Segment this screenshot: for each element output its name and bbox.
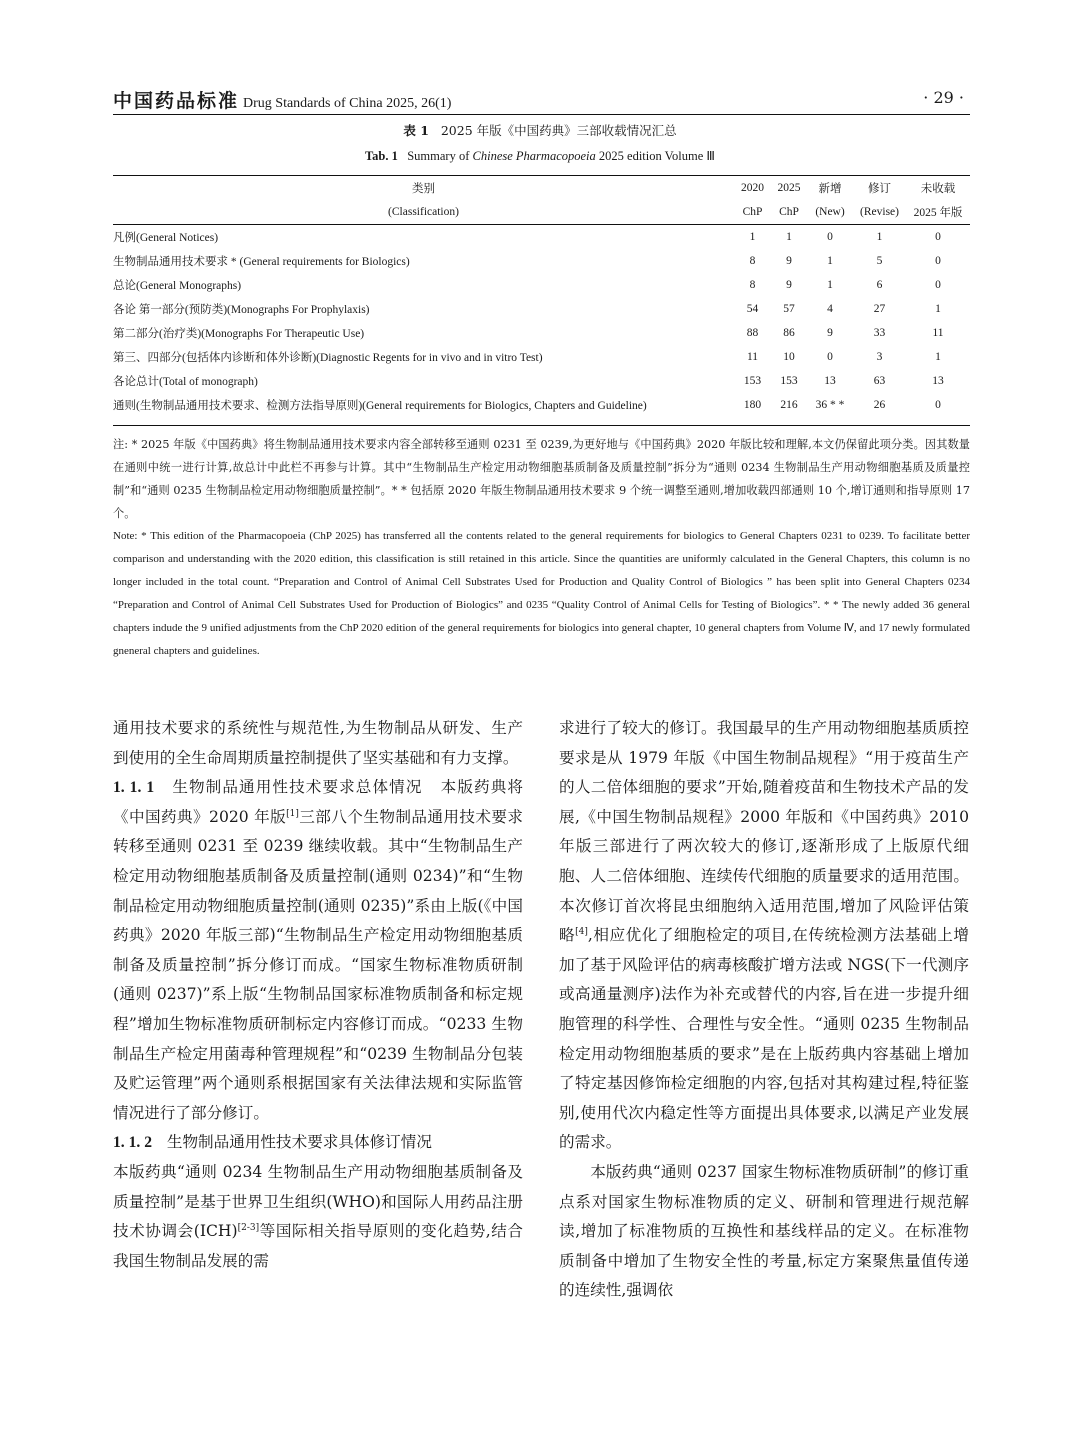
paragraph: 本版药典“通则 0234 生物制品生产用动物细胞基质制备及质量控制”是基于世界卫生组织(WHO)和国际人用药品注册技术协调会(ICH)[2-3]等国际相关指导原则的变化趋势,结合我国生物制品发展的需 (113, 1162, 523, 1270)
cell: 8 (749, 279, 756, 291)
cell-classification: 通则(生物制品通用技术要求、检测方法指导原则)(General requirements for Biologics, Chapters and Guideline) (113, 400, 647, 412)
cell: 0 (935, 399, 941, 411)
cell: 88 (746, 327, 759, 339)
cell: 11 (932, 327, 944, 339)
cell: 0 (827, 231, 833, 243)
col-header: 2020 (741, 182, 764, 194)
cell-classification: 凡例(General Notices) (113, 232, 219, 244)
cell: 153 (780, 375, 798, 387)
cell: 0 (935, 231, 941, 243)
cell: 6 (876, 279, 883, 291)
col-header: 新增 (818, 183, 842, 195)
page-number: · 29 · (923, 88, 964, 107)
table-row (113, 249, 970, 273)
table-row (113, 297, 970, 321)
table-caption-en: Tab. 1 Summary of Chinese Pharmacopoeia 2025 edition Volume Ⅲ (364, 149, 716, 163)
cell: 57 (783, 303, 795, 315)
header-rule (113, 114, 970, 115)
citation: [1] (286, 808, 299, 819)
cell-classification: 各论总计(Total of monograph) (113, 376, 258, 388)
section-title: 生物制品通用性技术要求具体修订情况 (166, 1133, 432, 1152)
table-header-row (113, 176, 970, 200)
col-header: 2025 (777, 182, 801, 194)
cell: 9 (786, 279, 792, 291)
cell-classification: 第三、四部分(包括体内诊断和体外诊断)(Diagnostic Regents for in vivo and in vitro Test) (113, 352, 543, 364)
cell: 8 (749, 255, 756, 267)
cell: 1 (827, 279, 833, 291)
table-row (113, 225, 970, 250)
cell: 1 (935, 303, 941, 315)
table-note-en: Note: * This edition of the Pharmacopoeia (ChP 2025) has transferred all the contents related to the general requirements for biologics to General Chapters 0231 to 0239. To facilitate better comparison and understanding with the 2020 edition, this classification is still retained in this article. Since the quantities are uniformly calculated in the General Chapters, this column is no longer included in the total count. “Preparation and Control of Animal Cell Substrates Used for Production and Quality Control of Biologics ” has been split into General Chapters 0234 “Preparation and Control of Animal Cell Substrates Used for Production of Biologics” and 0235 “Quality Control of Animal Cells for Testing of Biologics”. * * The newly added 36 general chapters indude the 9 unified adjustments from the ChP 2020 edition of the general requirements for biologics into general chapter, 10 general chapters from Volume Ⅳ, and 17 newly formulated gneneral chapters and guidelines. (113, 530, 970, 657)
cell: 5 (876, 255, 883, 267)
cell-classification: 各论 第一部分(预防类)(Monographs For Prophylaxis) (113, 304, 370, 316)
col-header: 类别 (412, 183, 435, 195)
table-header-row (113, 200, 970, 225)
table-bottom-rule (113, 425, 970, 426)
cell: 27 (873, 303, 886, 315)
paragraph: 1. 1. 1 生物制品通用性技术要求总体情况 本版药典将《中国药典》2020 年版[1]三部八个生物制品通用技术要求转移至通则 0231 至 0239 继续收载。其中“生物制品生产检定用动物细胞基质制备及质量控制(通则 0234)”和“生物制品检定用动物细胞质量控制(通则 0235)”系由上版(《中国药典》2020 年版三部)“生物制品生产检定用动物细胞基质制备及质量控制”拆分修订而成。“国家生物标准物质研制(通则 0237)”系上版“生物制品国家标准物质制备和标定规程”增加生物标准物质研制标定内容修订而成。“0233 生物制品生产检定用菌毒种管理规程”和“0239 生物制品分包装及贮运管理”两个通则系根据国家有关法律法规和实际监管情况进行了部分修订。 (113, 778, 523, 1122)
cell: 33 (873, 327, 886, 339)
paragraph: 本版药典“通则 0237 国家生物标准物质研制”的修订重点系对国家生物标准物质的定义、研制和管理进行规范解读,增加了标准物质的互换性和基线样品的定义。在标准物质制备中增加了生物安全性的考量,标定方案聚焦量值传递的连续性,强调依 (559, 1162, 969, 1300)
section-number: 1. 1. 1 (113, 779, 155, 797)
cell: 153 (743, 375, 762, 387)
running-header (113, 86, 970, 116)
col-header: ChP (779, 206, 799, 218)
body-column-right (559, 714, 969, 1306)
section-number: 1. 1. 2 (113, 1134, 152, 1152)
journal-title: 中国药品标准 Drug Standards of China 2025, 26(1) (113, 90, 452, 112)
paragraph: 通用技术要求的系统性与规范性,为生物制品从研发、生产到使用的全生命周期质量控制提供了坚实基础和有力支撑。 (113, 719, 523, 767)
cell-classification: 生物制品通用技术要求 * (General requirements for Biologics) (113, 256, 410, 268)
cell: 26 (873, 399, 886, 411)
cell: 13 (932, 375, 944, 387)
cell: 4 (827, 303, 833, 315)
cell: 1 (827, 255, 833, 267)
col-header: 2025 年版 (913, 207, 963, 219)
cell: 1 (935, 351, 941, 363)
summary-table (113, 176, 970, 417)
cell: 1 (749, 231, 756, 243)
table-row (113, 345, 970, 369)
cell: 3 (876, 351, 883, 363)
cell: 13 (824, 375, 836, 387)
table-caption-zh: 表 1 2025 年版《中国药典》三部收载情况汇总 (403, 123, 677, 138)
citation: [4] (575, 926, 588, 937)
body-column-left (113, 714, 523, 1276)
section-title: 生物制品通用性技术要求总体情况 (172, 778, 423, 797)
cell: 216 (780, 399, 798, 411)
cell: 11 (746, 351, 759, 363)
table-note-zh: 注: * 2025 年版《中国药典》将生物制品通用技术要求内容全部转移至通则 0231 至 0239,为更好地与《中国药典》2020 年版比较和理解,本文仍保留此项分类。因其数量在通则中统一进行计算,故总计中此栏不再参与计算。其中“生物制品生产检定用动物细胞基质制备及质量控制”拆分为“通则 0234 生物制品生产用动物细胞基质及质量控制”和“通则 0235 生物制品检定用动物细胞质量控制”。* * 包括原 2020 年版生物制品通用技术要求 9 个统一调整至通则,增加收载四部通则 10 个,增订通则和指导原则 17 个。 (113, 438, 970, 520)
cell: 0 (935, 279, 941, 291)
col-header: (Classification) (388, 206, 459, 218)
cell: 9 (786, 255, 792, 267)
cell: 1 (786, 231, 792, 243)
col-header: (New) (815, 206, 845, 218)
citation: [2-3] (237, 1222, 260, 1233)
col-header: 未收载 (920, 183, 956, 195)
cell: 36 * * (815, 399, 845, 411)
col-header: 修订 (868, 183, 891, 195)
cell: 54 (746, 303, 759, 315)
cell-classification: 第二部分(治疗类)(Monographs For Therapeutic Use) (113, 328, 365, 340)
cell: 0 (935, 255, 941, 267)
col-header: ChP (742, 206, 763, 218)
cell: 1 (876, 231, 883, 243)
table-row (113, 369, 970, 393)
table-row (113, 273, 970, 297)
cell: 9 (827, 327, 833, 339)
table-row (113, 393, 970, 417)
paragraph: 求进行了较大的修订。我国最早的生产用动物细胞基质质控要求是从 1979 年版《中国生物制品规程》“用于疫苗生产的人二倍体细胞的要求”开始,随着疫苗和生物技术产品的发展,《中国生物制品规程》2000 年版和《中国药典》2010 年版三部进行了两次较大的修订,逐渐形成了上版原代细胞、人二倍体细胞、连续传代细胞的质量要求的适用范围。本次修订首次将昆虫细胞纳入适用范围,增加了风险评估策略[4],相应优化了细胞检定的项目,在传统检测方法基础上增加了基于风险评估的病毒核酸扩增方法或 NGS(下一代测序或高通量测序)法作为补充或替代的内容,旨在进一步提升细胞管理的科学性、合理性与安全性。“通则 0235 生物制品检定用动物细胞基质的要求”是在上版药典内容基础上增加了特定基因修饰检定细胞的内容,包括对其构建过程,特征鉴别,使用代次内稳定性等方面提出具体要求,以满足产业发展的需求。 (559, 719, 969, 1152)
cell: 86 (783, 327, 795, 339)
col-header: (Revise) (860, 206, 899, 218)
cell-classification: 总论(General Monographs) (113, 280, 242, 292)
cell: 180 (743, 399, 762, 411)
table-row (113, 321, 970, 345)
cell: 0 (827, 351, 833, 363)
paragraph (113, 1128, 523, 1158)
cell: 10 (783, 351, 795, 363)
cell: 63 (873, 375, 886, 387)
